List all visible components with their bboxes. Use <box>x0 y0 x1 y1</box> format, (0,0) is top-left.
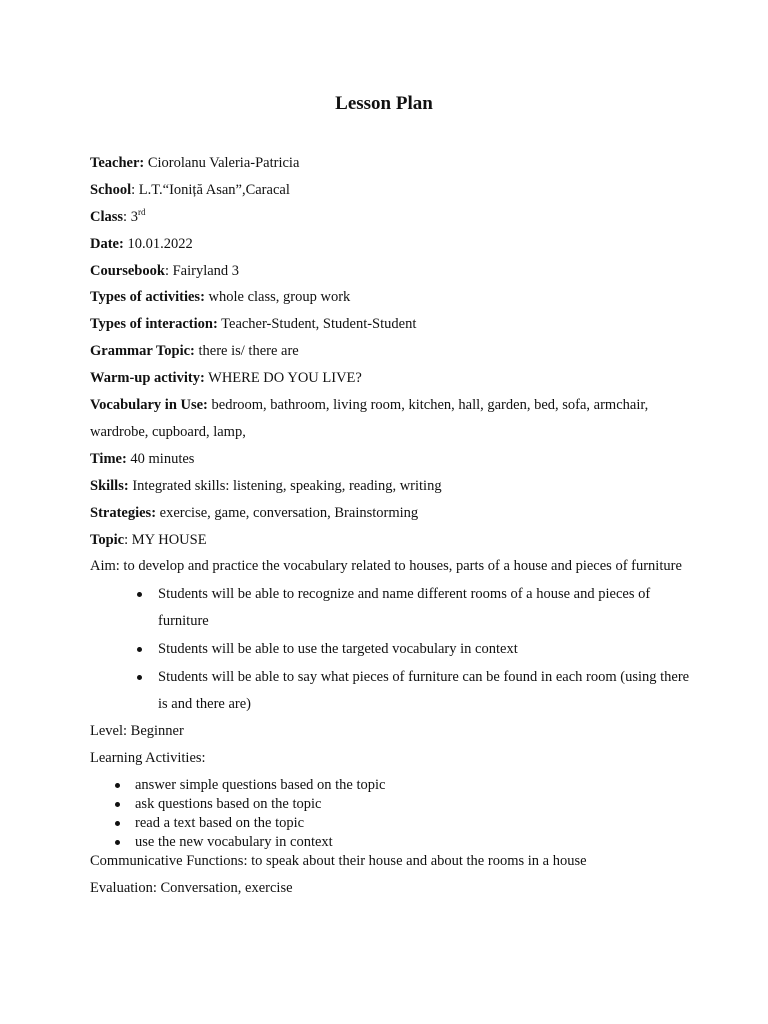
strategies-value: exercise, game, conversation, Brainstorming <box>156 504 419 521</box>
types-of-interaction-label: Types of interaction: <box>90 316 218 333</box>
types-of-interaction-field <box>90 311 690 338</box>
list-item: ask questions based on the topic <box>90 795 690 814</box>
time-label: Time: <box>90 450 127 467</box>
school-field <box>90 177 690 204</box>
list-item: Students will be able to say what pieces of furniture can be found in each room (using there is and there are) <box>90 664 690 718</box>
list-item: answer simple questions based on the topic <box>90 776 690 795</box>
coursebook-label: Coursebook <box>90 262 165 279</box>
vocabulary-label: Vocabulary in Use: <box>90 397 208 414</box>
strategies-field <box>90 500 690 527</box>
date-field <box>90 231 690 258</box>
class-suffix: rd <box>137 206 146 217</box>
date-label: Date: <box>90 235 124 252</box>
topic-value: : MY HOUSE <box>124 531 207 548</box>
vocabulary-value: bedroom, bathroom, living room, kitchen, hall, garden, bed, sofa, armchair, wardrobe, cupboard, lamp, <box>90 397 649 440</box>
communicative-functions-text: Communicative Functions: to speak about their house and about the rooms in a house <box>90 852 587 869</box>
school-value: : L.T.“Ioniță Asan”,Caracal <box>131 181 290 198</box>
skills-label: Skills: <box>90 477 129 494</box>
time-value: 40 minutes <box>126 450 195 467</box>
warm-up-field <box>90 365 690 392</box>
class-field <box>90 204 690 231</box>
evaluation-text: Evaluation: Conversation, exercise <box>90 879 293 896</box>
grammar-topic-field <box>90 338 690 365</box>
class-value: : 3 <box>123 208 138 225</box>
level-text: Level: Beginner <box>90 722 184 739</box>
topic-label: Topic <box>90 531 125 548</box>
vocabulary-field <box>90 392 690 446</box>
school-label: School <box>90 181 132 198</box>
aim-text: Aim: to develop and practice the vocabulary related to houses, parts of a house and pieces of furniture <box>90 558 682 575</box>
class-label: Class <box>90 208 124 225</box>
learning-activities-list <box>90 776 690 852</box>
date-value: 10.01.2022 <box>123 235 193 252</box>
page-title: Lesson Plan <box>335 93 433 114</box>
coursebook-value: : Fairyland 3 <box>164 262 240 279</box>
learning-activities-heading: Learning Activities: <box>90 749 206 766</box>
lesson-fields <box>90 150 690 902</box>
aim-bullet-list <box>90 581 690 718</box>
grammar-topic-label: Grammar Topic: <box>90 343 195 360</box>
list-item: Students will be able to recognize and name different rooms of a house and pieces of furniture <box>90 581 690 635</box>
types-of-interaction-value: Teacher-Student, Student-Student <box>217 316 417 333</box>
types-of-activities-label: Types of activities: <box>90 289 205 306</box>
time-field <box>90 446 690 473</box>
types-of-activities-value: whole class, group work <box>204 289 351 306</box>
coursebook-field <box>90 258 690 285</box>
grammar-topic-value: there is/ there are <box>194 343 299 360</box>
skills-value: Integrated skills: listening, speaking, reading, writing <box>128 477 442 494</box>
list-item: Students will be able to use the targeted vocabulary in context <box>90 636 690 663</box>
teacher-field <box>90 150 690 177</box>
strategies-label: Strategies: <box>90 504 157 521</box>
skills-field <box>90 473 690 500</box>
warm-up-value: WHERE DO YOU LIVE? <box>204 370 362 387</box>
warm-up-label: Warm-up activity: <box>90 370 205 387</box>
types-of-activities-field <box>90 284 690 311</box>
teacher-value: Ciorolanu Valeria-Patricia <box>144 155 300 171</box>
teacher-label: Teacher: <box>90 155 145 171</box>
list-item: read a text based on the topic <box>90 814 690 833</box>
list-item: use the new vocabulary in context <box>90 833 690 852</box>
topic-field <box>90 527 690 554</box>
